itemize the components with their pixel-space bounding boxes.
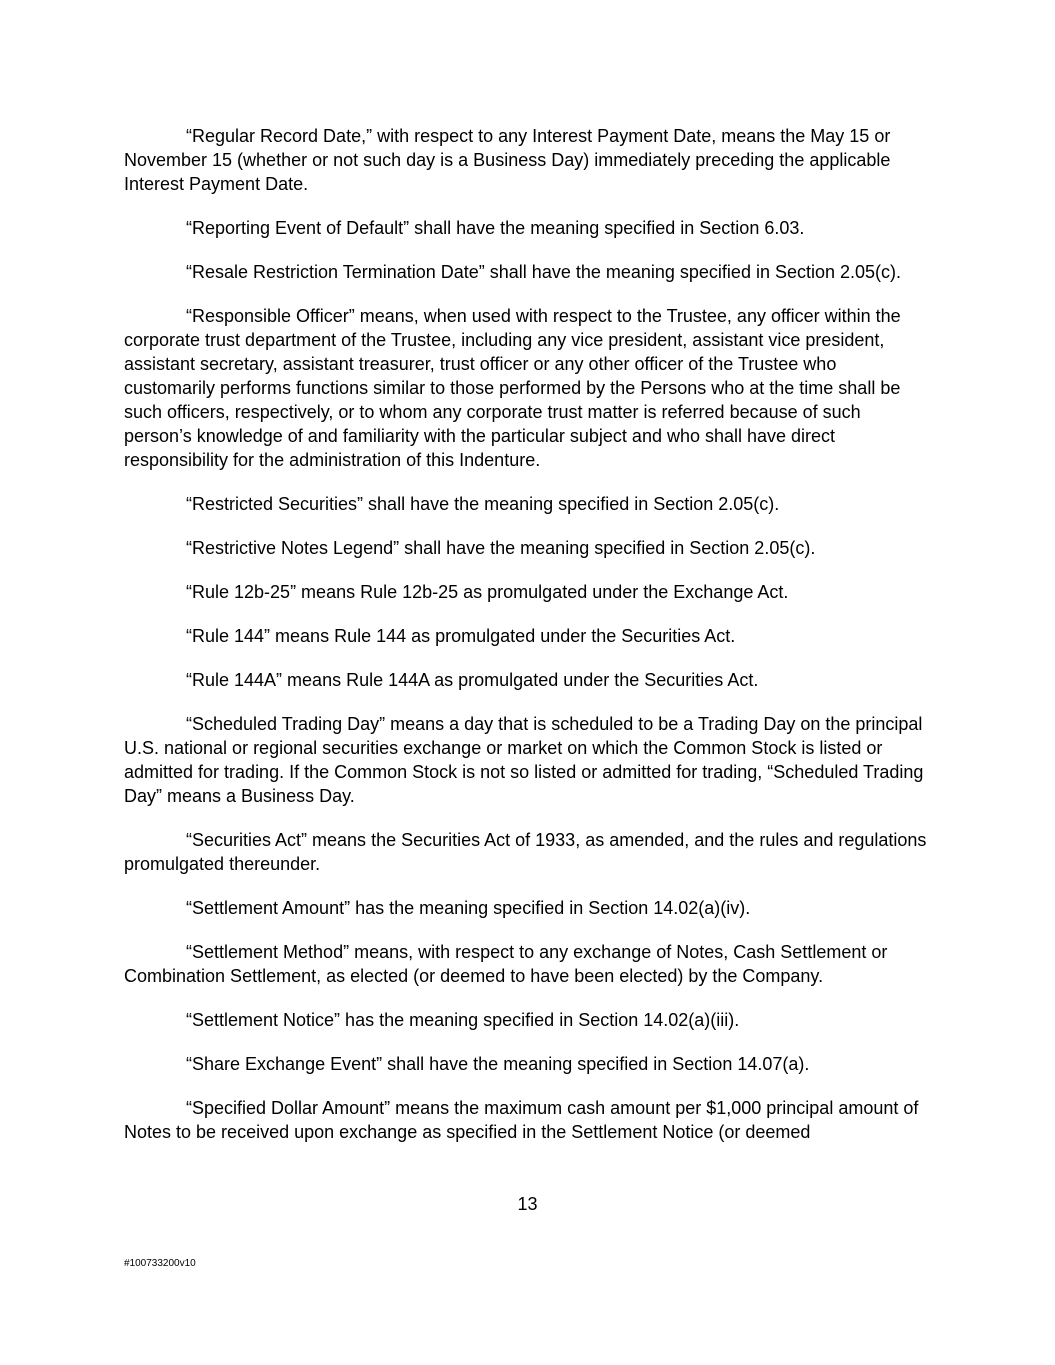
definition-settlement-amount: “Settlement Amount” has the meaning specified in Section 14.02(a)(iv). bbox=[186, 898, 751, 918]
definition-specified-dollar-amount: “Specified Dollar Amount” means the maximum cash amount per $1,000 principal amount of Notes to be received upon exchange as specified in the Settlement Notice (or deemed bbox=[124, 1098, 919, 1142]
definition-rule-12b-25: “Rule 12b-25” means Rule 12b-25 as promulgated under the Exchange Act. bbox=[186, 582, 789, 602]
definition-share-exchange-event: “Share Exchange Event” shall have the meaning specified in Section 14.07(a). bbox=[186, 1054, 810, 1074]
definition-responsible-officer: “Responsible Officer” means, when used with respect to the Trustee, any officer within the corporate trust department of the Trustee, including any vice president, assistant vice president, assistant secretary, assistant treasurer, trust officer or any other officer of the Trustee who customarily performs functions similar to those performed by the Persons who at the time shall be such officers, respectively, or to whom any corporate trust matter is referred because of such person’s knowledge of and familiarity with the particular subject and who shall have direct responsibility for the administration of this Indenture. bbox=[124, 306, 901, 470]
definition-securities-act: “Securities Act” means the Securities Act of 1933, as amended, and the rules and regulations promulgated thereunder. bbox=[124, 830, 927, 874]
definitions-body bbox=[124, 124, 929, 1164]
definition-rule-144a: “Rule 144A” means Rule 144A as promulgated under the Securities Act. bbox=[186, 670, 759, 690]
definition-settlement-notice: “Settlement Notice” has the meaning specified in Section 14.02(a)(iii). bbox=[186, 1010, 740, 1030]
document-id: #100733200v10 bbox=[124, 1258, 196, 1269]
definition-restrictive-notes-legend: “Restrictive Notes Legend” shall have the meaning specified in Section 2.05(c). bbox=[186, 538, 816, 558]
definition-scheduled-trading-day: “Scheduled Trading Day” means a day that is scheduled to be a Trading Day on the principal U.S. national or regional securities exchange or market on which the Common Stock is listed or admitted for trading. If the Common Stock is not so listed or admitted for trading, “Scheduled Trading Day” means a Business Day. bbox=[124, 714, 924, 806]
definition-regular-record-date: “Regular Record Date,” with respect to any Interest Payment Date, means the May 15 or November 15 (whether or not such day is a Business Day) immediately preceding the applicable Interest Payment Date. bbox=[124, 126, 891, 194]
definition-resale-restriction-termination-date: “Resale Restriction Termination Date” shall have the meaning specified in Section 2.05(c). bbox=[186, 262, 902, 282]
definition-settlement-method: “Settlement Method” means, with respect to any exchange of Notes, Cash Settlement or Combination Settlement, as elected (or deemed to have been elected) by the Company. bbox=[124, 942, 888, 986]
page-number: 13 bbox=[517, 1194, 538, 1214]
definition-reporting-event-of-default: “Reporting Event of Default” shall have the meaning specified in Section 6.03. bbox=[186, 218, 805, 238]
definition-rule-144: “Rule 144” means Rule 144 as promulgated under the Securities Act. bbox=[186, 626, 736, 646]
definition-restricted-securities: “Restricted Securities” shall have the meaning specified in Section 2.05(c). bbox=[186, 494, 780, 514]
